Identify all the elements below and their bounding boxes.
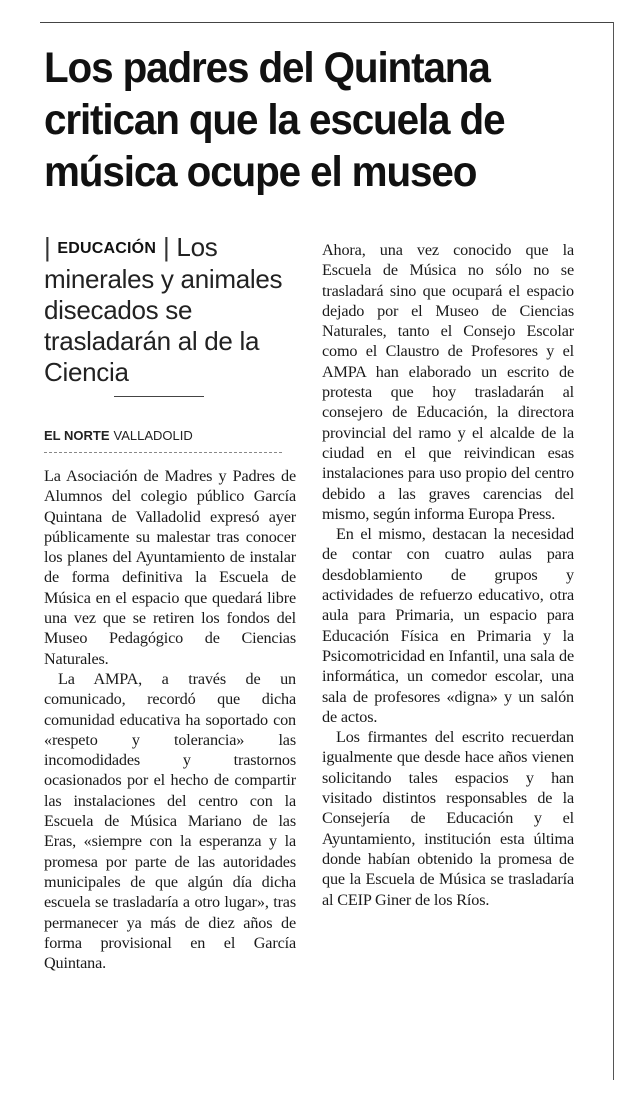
section-bar-left: | — [44, 232, 58, 262]
article-column-right — [322, 240, 574, 910]
headline-line-1: Los padres del Quintana — [44, 44, 490, 92]
headline-line-2: critican que la escuela de — [44, 96, 505, 144]
byline-location: VALLADOLID — [113, 428, 193, 443]
article-paragraph-4: En el mismo, destacan la necesidad de contar con cuatro aulas para desdoblamiento de grupos y actividades de refuerzo educativo, otra aula para Primaria, un espacio para Educación Física en Primaria y la Psicomotricidad en Infantil, una sala de informática, un comedor escolar, una sala de profesores «digna» y un salón de actos. — [322, 525, 574, 726]
byline-source: EL NORTE — [44, 428, 110, 443]
section-bar-right: | — [156, 232, 177, 262]
subheadline — [44, 232, 294, 388]
byline — [44, 428, 294, 443]
subhead-divider — [114, 396, 204, 397]
article-paragraph-5: Los firmantes del escrito recuerdan igualmente que desde hace años vienen solicitando tales espacios y han visitado distintos responsables de la Consejería de Educación y el Ayuntamiento, institución esta última donde habían obtenido la promesa de que la Escuela de Música se trasladaría al CEIP Giner de los Ríos. — [322, 728, 574, 909]
article-paragraph-3: Ahora, una vez conocido que la Escuela de Música no sólo no se trasladará sino que ocupará el espacio dejado por el Museo de Ciencias Naturales, tanto el Consejo Escolar como el Claustro de Profesores y el AMPA han elaborado un escrito de protesta que hoy trasladarán al consejero de Educación, la directora provincial del ramo y el alcalde de la ciudad en el que reivindican esas instalaciones para uso propio del centro debido a las graves carencias del mismo, según informa Europa Press. — [322, 241, 574, 523]
subheadline-text: Los minerales y animales disecados se trasladarán al de la Ciencia — [44, 232, 283, 387]
top-rule — [40, 22, 614, 23]
article-paragraph-2: La AMPA, a través de un comunicado, recordó que dicha comunidad educativa ha soportado con «respeto y tolerancia» las incomodidades y trastornos ocasionados por el hecho de compartir las instalaciones del centro con la Escuela de Música Mariano de las Eras, «siempre con la esperanza y la promesa por parte de las autoridades municipales de que algún día dicha escuela se trasladaría a otro lugar», tras permanecer ya más de diez años de forma provisional en el García Quintana. — [44, 669, 296, 973]
article-column-left — [44, 466, 296, 973]
byline-divider — [44, 452, 282, 453]
headline-line-3: música ocupe el museo — [44, 148, 477, 196]
headline — [44, 42, 570, 198]
section-tag: EDUCACIÓN — [57, 240, 157, 257]
article-paragraph-1: La Asociación de Madres y Padres de Alumnos del colegio público García Quintana de Valladolid expresó ayer públicamente su malestar tras conocer los planes del Ayuntamiento de instalar de forma definitiva la Escuela de Música en el espacio que quedará libre una vez que se retiren los fondos del Museo Pedagógico de Ciencias Naturales. — [44, 467, 296, 668]
right-rule — [613, 22, 614, 1080]
